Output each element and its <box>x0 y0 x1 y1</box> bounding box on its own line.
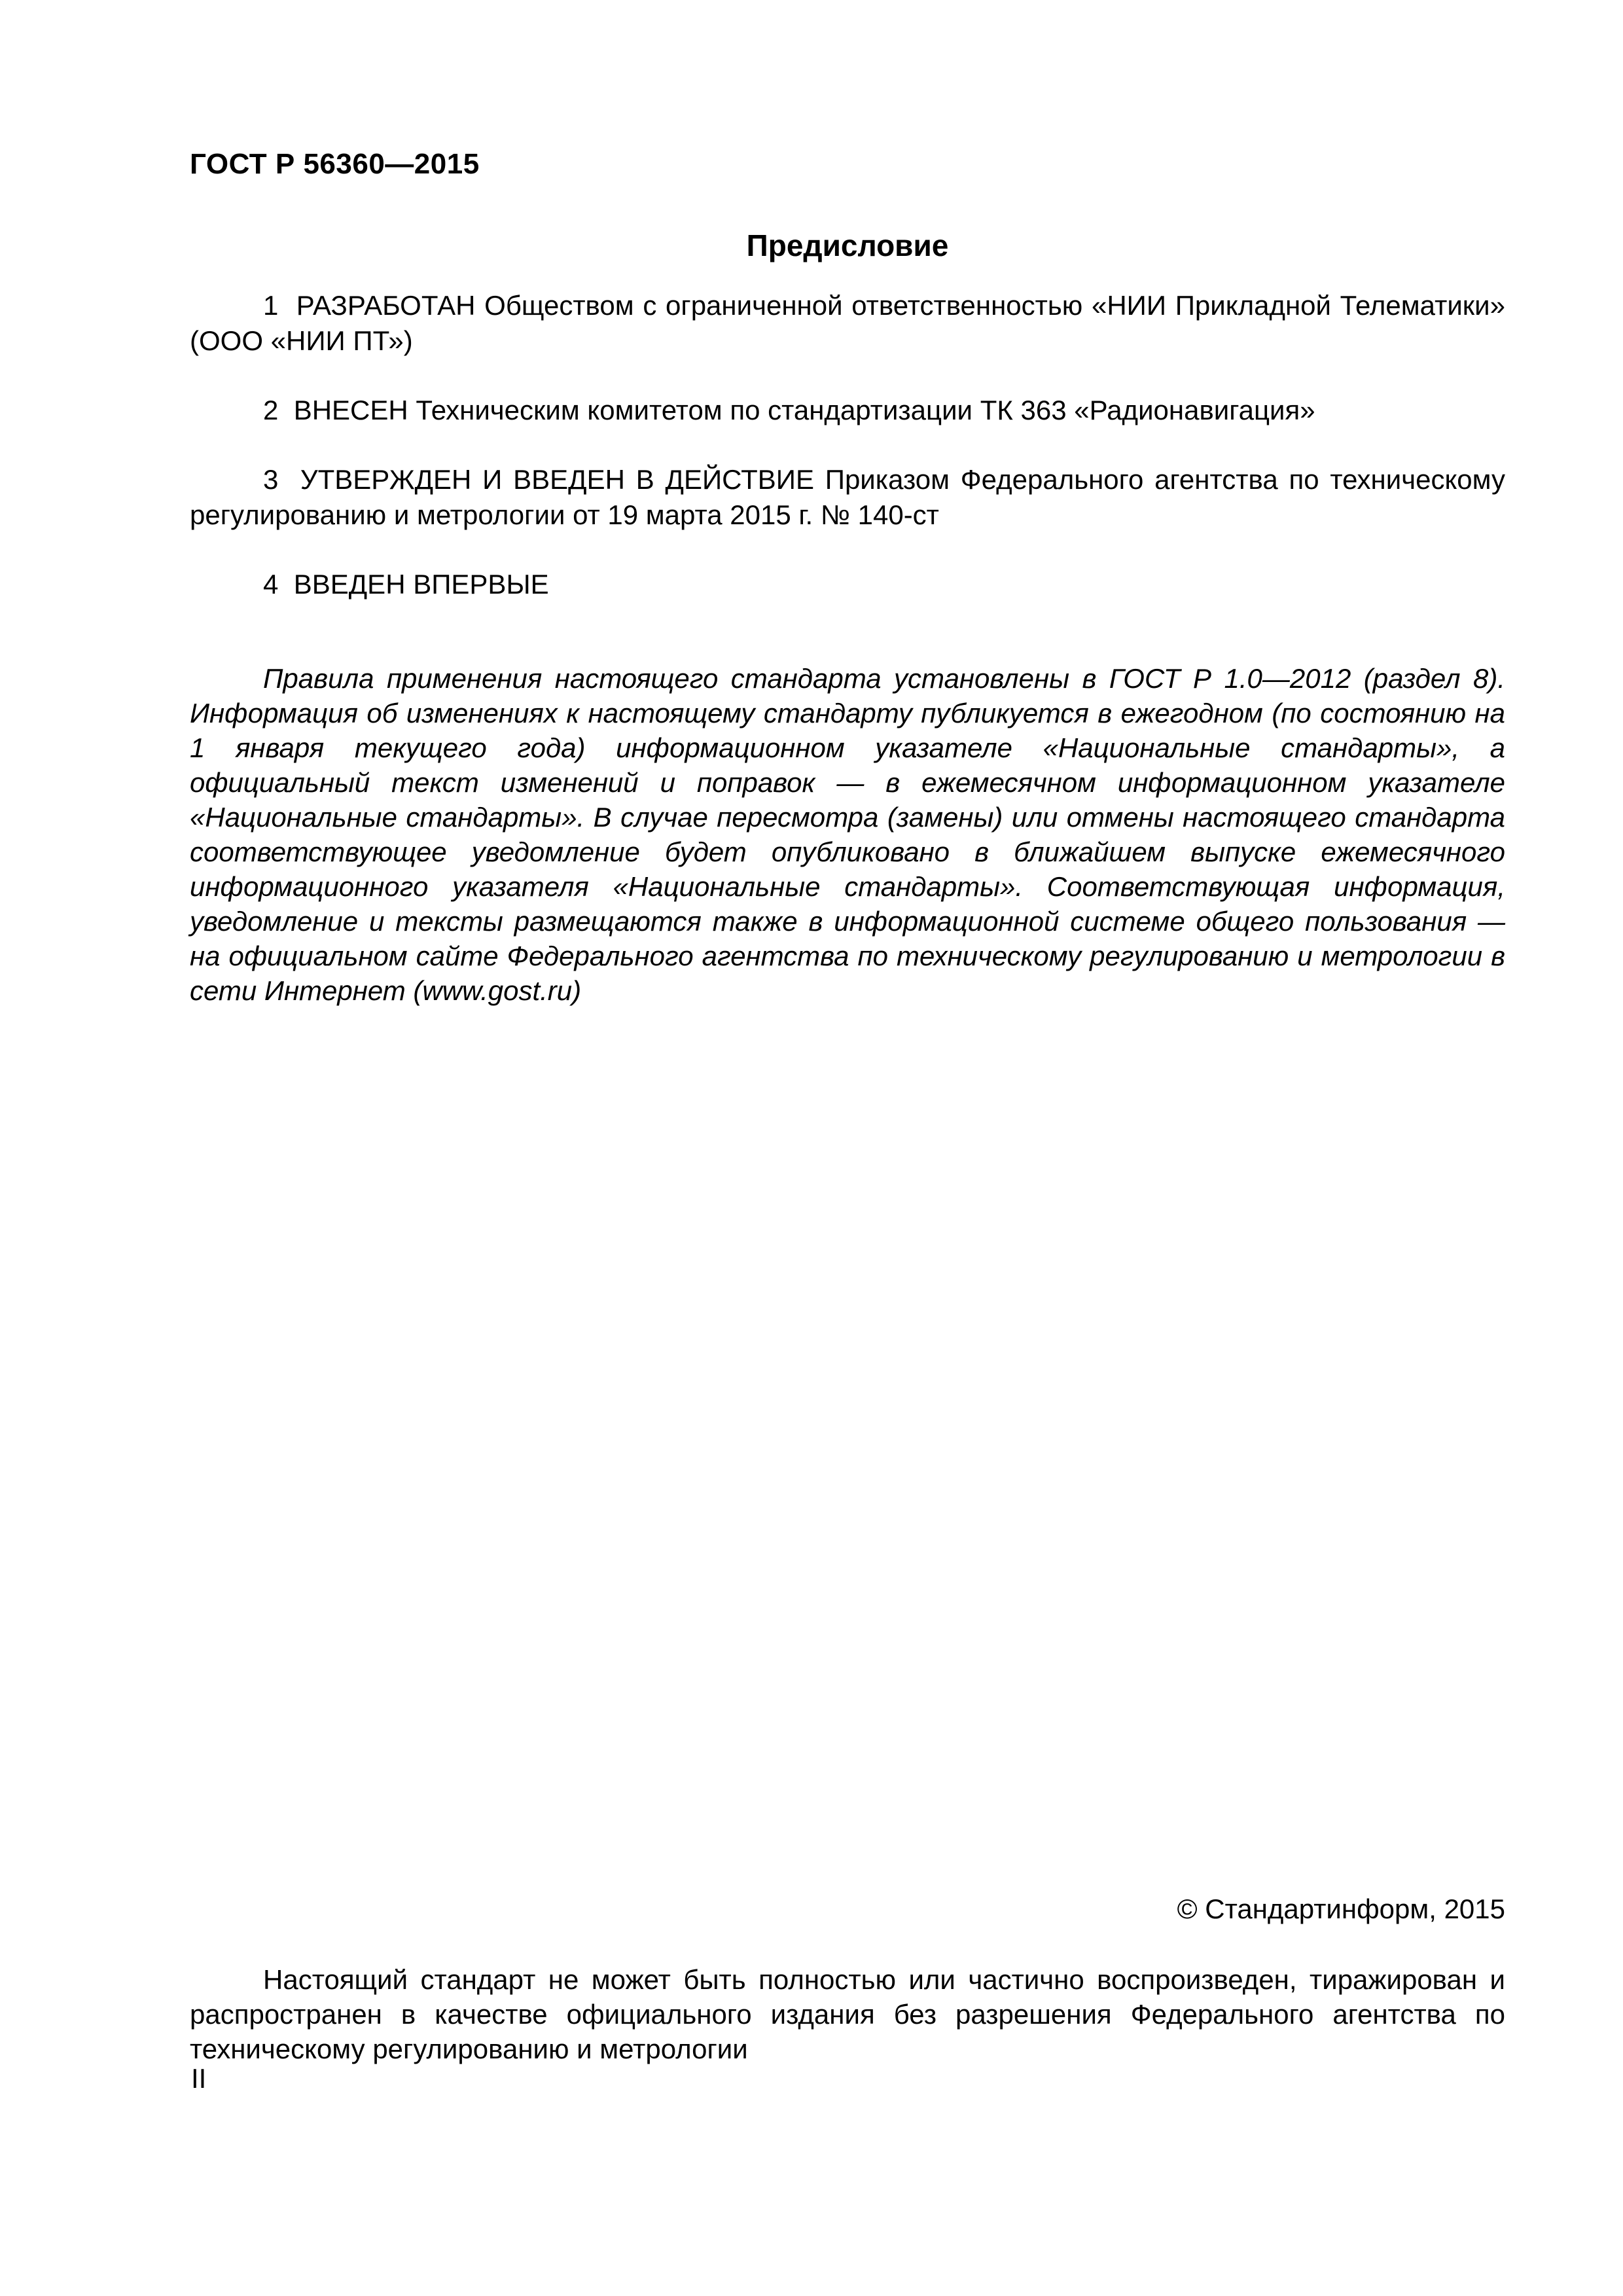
reproduction-restriction-text: Настоящий стандарт не может быть полностью или частично воспроизведен, тиражирован и распространен в качестве официального издания без разрешения Федерального агентства по техническому регулированию и метрологии <box>190 1964 1505 2064</box>
copyright-notice: © Стандартинформ, 2015 <box>1177 1893 1505 1924</box>
foreword-item-4: 4 ВВЕДЕН ВПЕРВЫЕ <box>263 569 549 600</box>
page-number: II <box>191 2063 207 2094</box>
foreword-item-3: 3 УТВЕРЖДЕН И ВВЕДЕН В ДЕЙСТВИЕ Приказом Федерального агентства по техническому регулированию и метрологии от 19 марта 2015 г. № 140-ст <box>190 464 1505 530</box>
foreword-item-2: 2 ВНЕСЕН Техническим комитетом по стандартизации ТК 363 «Радионавигация» <box>263 395 1315 425</box>
foreword-body <box>190 288 1505 1008</box>
foreword-application-note: Правила применения настоящего стандарта установлены в ГОСТ Р 1.0—2012 (раздел 8). Информация об изменениях к настоящему стандарту публикуется в ежегодном (по состоянию на 1 января текущего года) информационном указателе «Национальные стандарты», а официальный текст изменений и поправок — в ежемесячном информационном указателе «Национальные стандарты». В случае пересмотра (замены) или отмены настоящего стандарта соответствующее уведомление будет опубликовано в ближайшем выпуске ежемесячного информационного указателя «Национальные стандарты». Соответствующая информация, уведомление и тексты размещаются также в информационной системе общего пользования — на официальном сайте Федерального агентства по техническому регулированию и метрологии в сети Интернет (www.gost.ru) <box>190 663 1505 1006</box>
doc-code: ГОСТ Р 56360—2015 <box>190 148 480 180</box>
foreword-title: Предисловие <box>746 228 949 262</box>
reproduction-restriction <box>190 1962 1505 2066</box>
foreword-item-1: 1 РАЗРАБОТАН Обществом с ограниченной ответственностью «НИИ Прикладной Телематики» (ООО «НИИ ПТ») <box>190 290 1505 356</box>
